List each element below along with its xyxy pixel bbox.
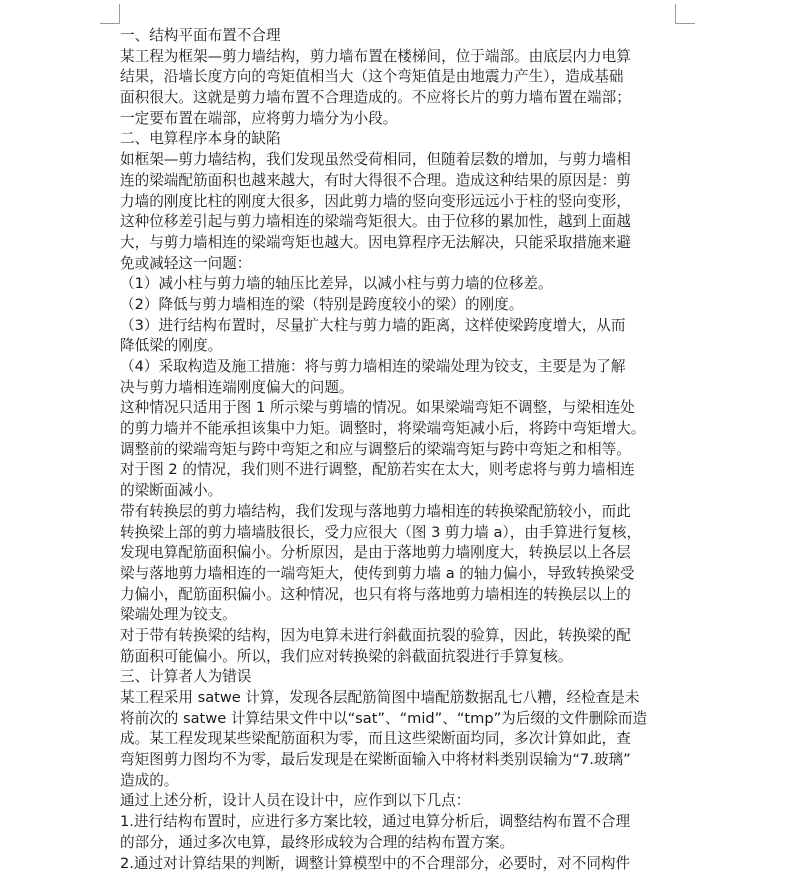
text-line: （4）采取构造及施工措施：将与剪力墙相连的梁端处理为铰支，主要是为了解 [120,358,626,375]
text-line: 2.通过对计算结果的判断，调整计算模型中的不合理部分，必要时，对不同构件 [120,854,631,872]
text-line: 梁与落地剪力墙相连的一端弯矩大，使传到剪力墙 a 的轴力偏小，导致转换梁受 [120,564,635,582]
text-line: 面积很大。这就是剪力墙布置不合理造成的。不应将长片的剪力墙布置在端部； [120,89,631,107]
text-line: （2）降低与剪力墙相连的梁（特别是跨度较小的梁）的刚度。 [120,295,524,313]
text-line: 调整前的梁端弯矩与跨中弯矩之和应与调整后的梁端弯矩与跨中弯矩之和相等。 [120,440,631,458]
text-line: 对于带有转换梁的结构，因为电算未进行斜截面抗裂的验算，因此，转换梁的配 [120,626,631,644]
text-line: 这种位移差引起与剪力墙相连的梁端弯矩很大。由于位移的累加性，越到上面越 [120,213,631,231]
section-heading: 二、电算程序本身的缺陷 [120,130,281,148]
text-line: 大，与剪力墙相连的梁端弯矩也越大。因电算程序无法解决，只能采取措施来避 [120,233,631,251]
text-line: 梁端处理为铰支。 [120,606,237,624]
text-line: 发现电算配筋面积偏小。分析原因，是由于落地剪力墙刚度大，转换层以上各层 [120,544,631,562]
text-line: 成。某工程发现某些梁配筋面积为零，而且这些梁断面均同，多次计算如此，查 [120,730,631,748]
text-line: 将前次的 satwe 计算结果文件中以“sat”、“mid”、“tmp”为后缀的文件删除而造 [120,709,648,727]
text-line: 弯矩图剪力图均不为零，最后发现是在梁断面输入中将材料类别误输为“7.玻璃” [120,751,631,769]
text-line: （3）进行结构布置时，尽量扩大柱与剪力墙的距离，这样使梁跨度增大，从而 [120,316,626,334]
text-line: 的部分，通过多次电算，最终形成较为合理的结构布置方案。 [120,833,515,851]
text-line: 某工程采用 satwe 计算，发现各层配筋简图中墙配筋数据乱七八糟，经检查是未 [120,689,640,706]
text-line: 某工程为框架—剪力墙结构，剪力墙布置在楼梯间，位于端部。由底层内力电算 [120,47,631,65]
crop-mark-top-left [119,4,120,24]
crop-mark-top-right [675,23,695,24]
text-line: 力墙的刚度比柱的刚度大很多，因此剪力墙的竖向变形远远小于柱的竖向变形， [120,192,631,210]
text-line: 的剪力墙并不能承担该集中力矩。调整时，将梁端弯矩减小后，将跨中弯矩增大。 [120,420,646,438]
text-line: 筋面积可能偏小。所以，我们应对转换梁的斜截面抗裂进行手算复核。 [120,647,573,665]
text-line: 通过上述分析，设计人员在设计中，应作到以下几点： [120,792,471,810]
text-line: 连的梁端配筋面积也越来越大，有时大得很不合理。造成这种结果的原因是：剪 [120,171,631,189]
text-line: 力偏小，配筋面积偏小。这种情况，也只有将与落地剪力墙相连的转换层以上的 [120,585,631,603]
text-line: 造成的。 [120,771,179,789]
text-line: （1）减小柱与剪力墙的轴压比差异，以减小柱与剪力墙的位移差。 [120,275,553,293]
text-line: 如框架—剪力墙结构，我们发现虽然受荷相同，但随着层数的增加，与剪力墙相 [120,151,631,169]
text-line: 降低梁的刚度。 [120,337,223,355]
text-line: 1.进行结构布置时，应进行多方案比较，通过电算分析后，调整结构布置不合理 [120,813,631,831]
text-line: 免或减轻这一问题： [120,254,252,272]
section-heading: 一、结构平面布置不合理 [120,27,281,44]
text-line: 带有转换层的剪力墙结构，我们发现与落地剪力墙相连的转换梁配筋较小，而此 [120,502,631,520]
crop-mark-top-right [675,4,676,24]
text-line: 转换梁上部的剪力墙墙肢很长，受力应很大（图 3 剪力墙 a），由手算进行复核， [120,523,642,541]
text-line: 一定要布置在端部，应将剪力墙分为小段。 [120,109,398,127]
text-line: 这种情况只适用于图 1 所示梁与剪墙的情况。如果梁端弯矩不调整，与梁相连处 [120,399,635,417]
text-line: 决与剪力墙相连端刚度偏大的问题。 [120,378,354,396]
section-heading: 三、计算者人为错误 [120,668,252,686]
text-line: 的梁断面减小。 [120,482,223,500]
text-line: 结果，沿墙长度方向的弯矩值相当大（这个弯矩值是由地震力产生），造成基础 [120,68,624,86]
crop-mark-top-left [100,23,120,24]
document-body [120,26,680,874]
text-line: 对于图 2 的情况，我们则不进行调整，配筋若实在太大，则考虑将与剪力墙相连 [120,461,635,479]
